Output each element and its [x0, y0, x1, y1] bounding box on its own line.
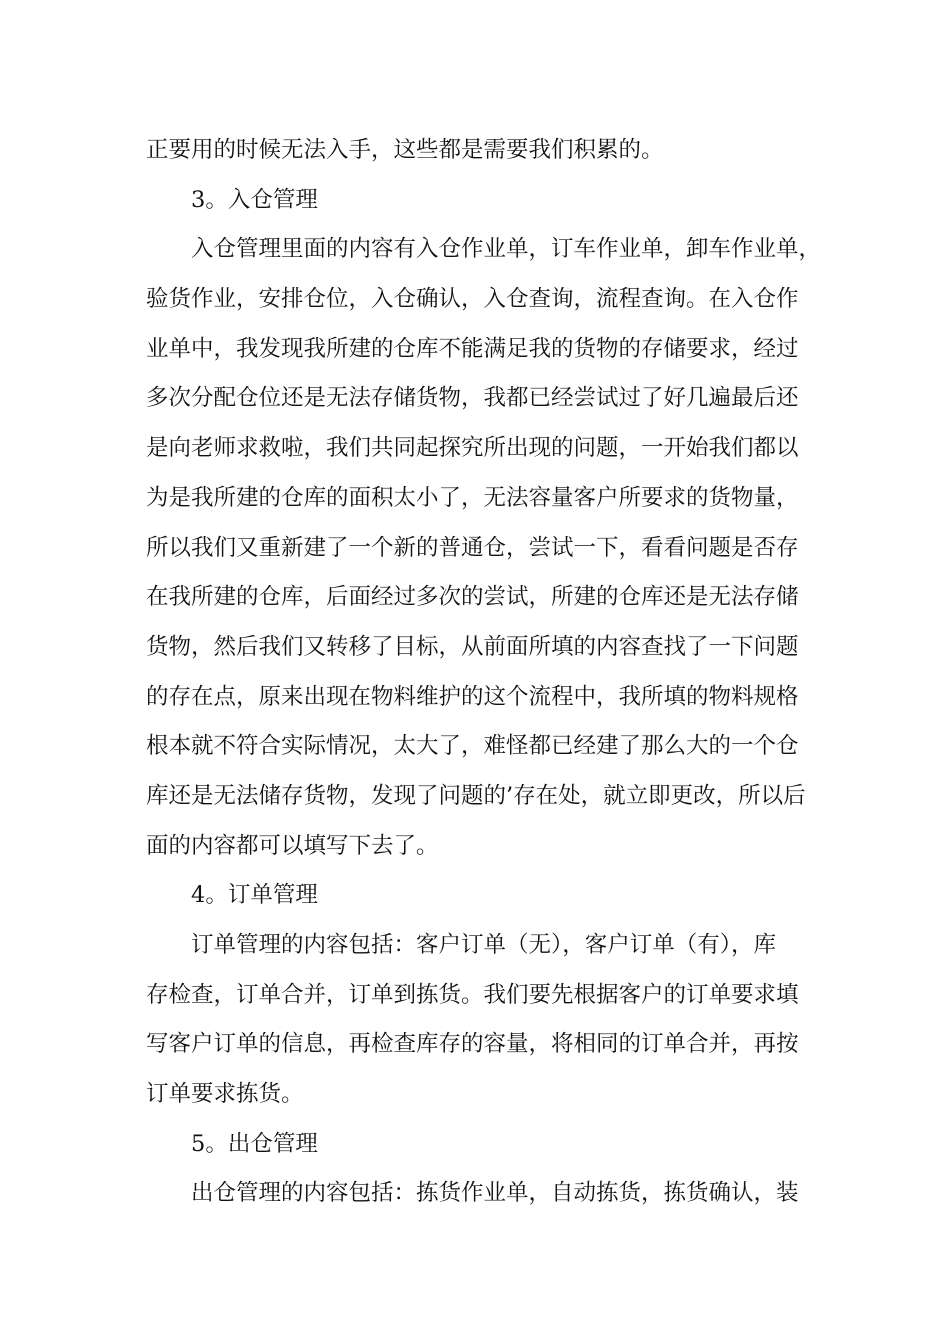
paragraph-line: 库还是无法储存货物，发现了问题的’存在处，就立即更改，所以后 — [146, 782, 806, 809]
paragraph-line: 货物，然后我们又转移了目标，从前面所填的内容查找了一下问题 — [146, 633, 799, 660]
paragraph-first-line: 入仓管理里面的内容有入仓作业单，订车作业单，卸车作业单， — [191, 236, 822, 263]
paragraph-line: 在我所建的仓库，后面经过多次的尝试，所建的仓库还是无法存储 — [146, 584, 799, 611]
paragraph-line: 面的内容都可以填写下去了。 — [146, 832, 439, 859]
paragraph-line: 的存在点，原来出现在物料维护的这个流程中，我所填的物料规格 — [146, 683, 799, 710]
paragraph-line: 订单要求拣货。 — [146, 1081, 304, 1108]
paragraph-line: 是向老师求救啦，我们共同起探究所出现的问题，一开始我们都以 — [146, 435, 799, 462]
paragraph-line: 根本就不符合实际情况，太大了，难怪都已经建了那么大的一个仓 — [146, 733, 799, 760]
document-body — [146, 126, 836, 1219]
section-heading: 4。订单管理 — [191, 882, 318, 909]
paragraph-line: 正要用的时候无法入手，这些都是需要我们积累的。 — [146, 137, 664, 163]
paragraph-line: 存检查，订单合并，订单到拣货。我们要先根据客户的订单要求填 — [146, 981, 799, 1008]
paragraph-line: 验货作业，安排仓位，入仓确认，入仓查询，流程查询。在入仓作 — [146, 286, 799, 313]
paragraph-first-line: 出仓管理的内容包括：拣货作业单，自动拣货，拣货确认，装 — [191, 1180, 799, 1207]
section-heading: 5。出仓管理 — [191, 1130, 318, 1157]
paragraph-line: 多次分配仓位还是无法存储货物，我都已经尝试过了好几遍最后还 — [146, 385, 799, 412]
paragraph-first-line: 订单管理的内容包括：客户订单（无），客户订单（有），库 — [191, 932, 777, 958]
paragraph-line: 所以我们又重新建了一个新的普通仓，尝试一下，看看问题是否存 — [146, 534, 799, 561]
paragraph-line: 业单中，我发现我所建的仓库不能满足我的货物的存储要求，经过 — [146, 335, 799, 362]
paragraph-line: 为是我所建的仓库的面积太小了，无法容量客户所要求的货物量， — [146, 484, 799, 511]
section-heading: 3。入仓管理 — [191, 186, 318, 213]
paragraph-line: 写客户订单的信息，再检查库存的容量，将相同的订单合并，再按 — [146, 1031, 799, 1058]
